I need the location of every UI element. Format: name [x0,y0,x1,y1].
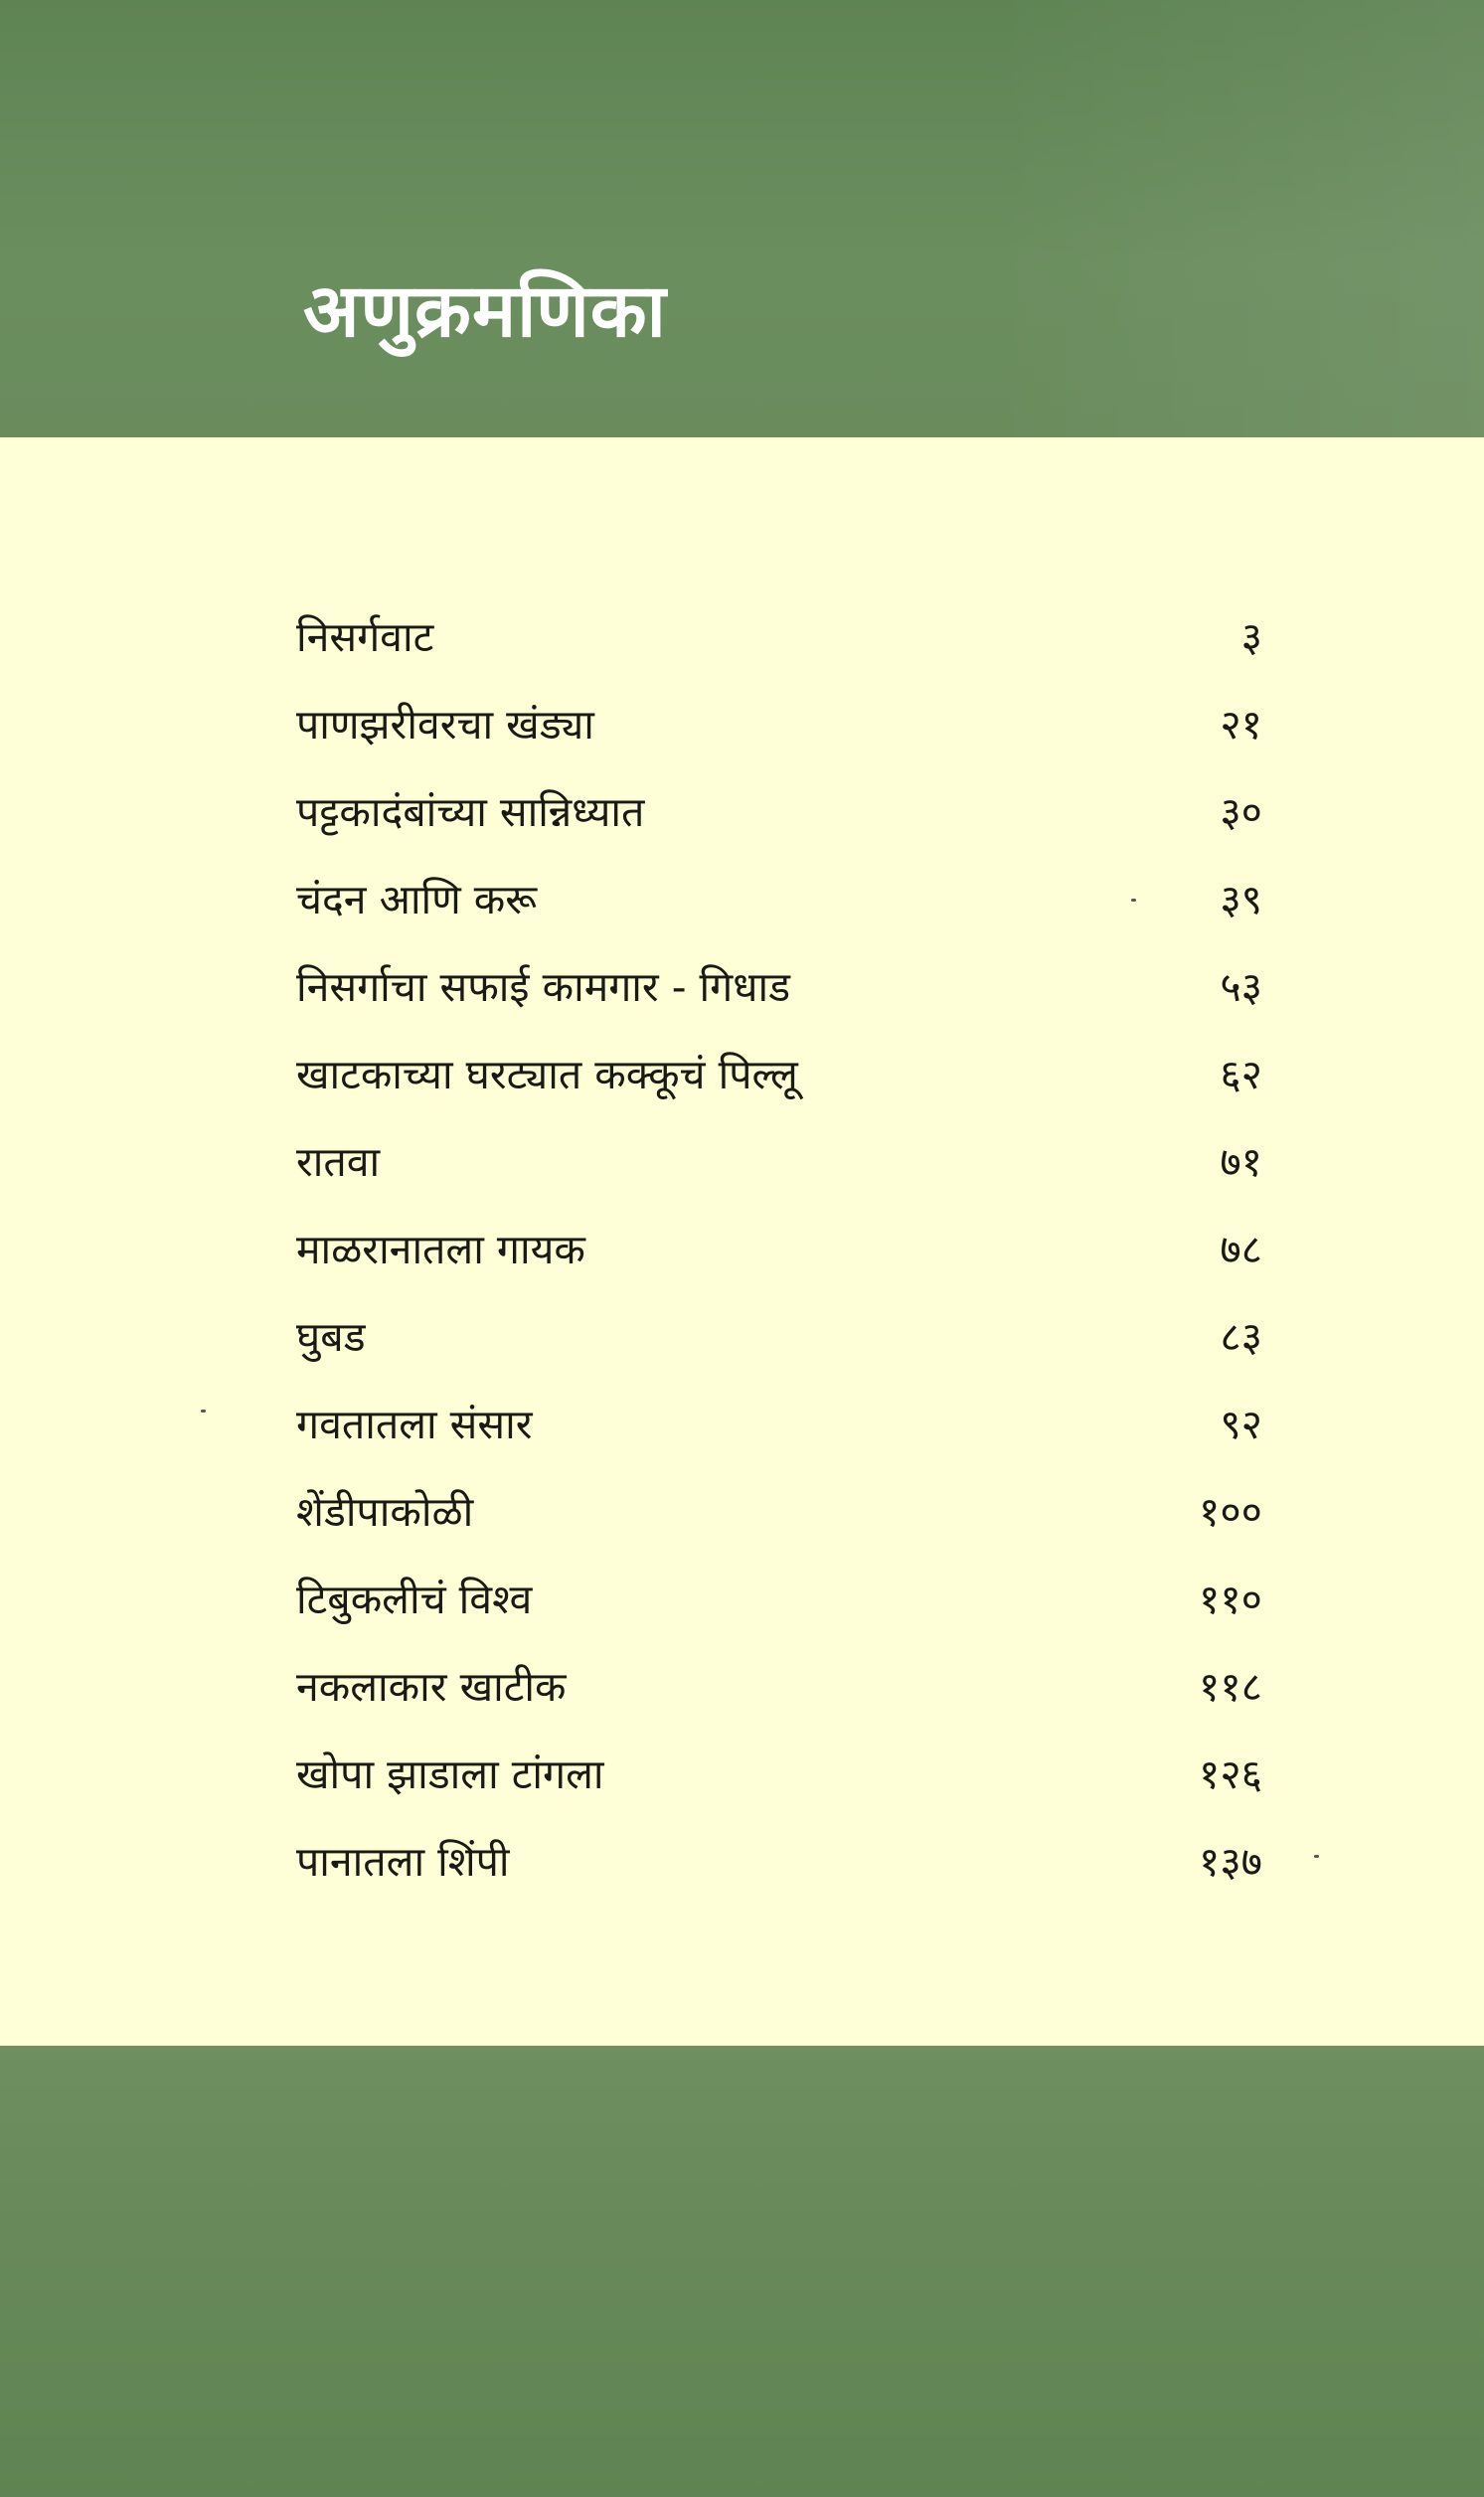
table-of-contents [296,592,1262,1905]
toc-entry-title: शेंडीपाकोळी [296,1488,474,1536]
toc-entry [296,942,1262,1030]
toc-entry-title: नकलाकार खाटीक [296,1663,567,1711]
toc-entry-title: खोपा झाडाला टांगला [296,1750,604,1798]
toc-entry-title: निसर्गवाट [296,613,434,661]
toc-entry-page: ३ [1240,613,1262,661]
print-speck [1314,1855,1319,1858]
toc-entry-title: पानातला शिंपी [296,1838,510,1886]
toc-entry-page: ३० [1220,788,1262,836]
header-band [0,0,1484,437]
toc-entry-page: ५३ [1220,963,1262,1011]
toc-entry [296,592,1262,680]
toc-entry-title: पट्टकादंबांच्या सान्निध्यात [296,788,645,836]
toc-entry-page: १३७ [1199,1838,1262,1886]
footer-band [0,2046,1484,2497]
toc-entry-title: रातवा [296,1138,381,1186]
toc-entry-page: १२६ [1199,1750,1262,1798]
toc-entry [296,1380,1262,1467]
toc-entry [296,1292,1262,1380]
toc-entry [296,1642,1262,1730]
toc-entry-title: पाणझरीवरचा खंड्या [296,701,594,749]
toc-entry [296,855,1262,942]
toc-entry-title: चंदन आणि करू [296,876,538,923]
toc-entry-page: ३९ [1220,876,1262,923]
toc-entry [296,1730,1262,1817]
toc-entry [296,767,1262,855]
toc-entry [296,1205,1262,1292]
print-speck [1131,899,1136,902]
toc-entry-page: ११० [1199,1576,1262,1623]
toc-entry-page: ८३ [1220,1313,1262,1361]
toc-entry [296,1555,1262,1642]
toc-entry-title: गवतातला संसार [296,1401,533,1448]
page-title: अणुक्रमणिका [303,268,667,354]
toc-entry [296,1467,1262,1555]
toc-entry-title: माळरानातला गायक [296,1226,585,1273]
toc-entry-page: २१ [1220,701,1262,749]
toc-entry-title: निसर्गाचा सफाई कामगार - गिधाड [296,963,791,1011]
toc-entry-title: घुबड [296,1313,366,1361]
toc-entry-page: ११८ [1199,1663,1262,1711]
toc-entry-page: ७८ [1220,1226,1262,1273]
toc-entry-title: खाटकाच्या घरट्यात कक्कूचं पिल्लू [296,1051,798,1098]
toc-entry [296,1817,1262,1905]
print-speck [201,1410,206,1413]
toc-entry [296,1030,1262,1117]
toc-entry [296,680,1262,767]
toc-entry-page: ७१ [1220,1138,1262,1186]
toc-entry [296,1117,1262,1205]
header-band-shade [987,0,1484,437]
toc-entry-page: ९२ [1220,1401,1262,1448]
toc-entry-page: ६२ [1220,1051,1262,1098]
toc-entry-title: टिबुकलीचं विश्व [296,1576,533,1623]
toc-entry-page: १०० [1199,1488,1262,1536]
